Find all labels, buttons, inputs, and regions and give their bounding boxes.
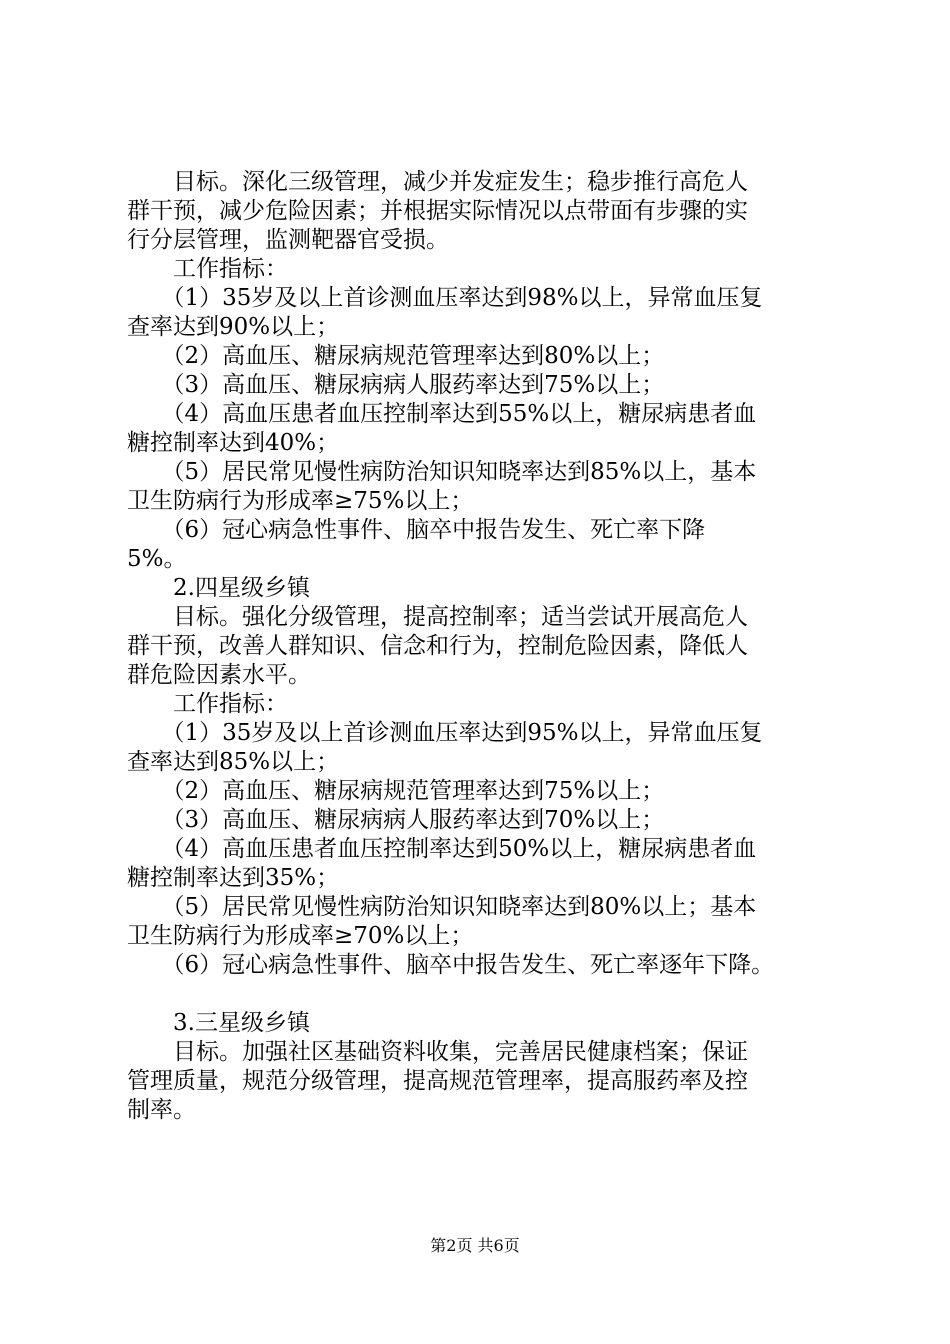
text-line: 目标。加强社区基础资料收集，完善居民健康档案；保证 [127,1039,748,1065]
text-line: （1）35岁及以上首诊测血压率达到95%以上，异常血压复 [127,720,763,746]
text-line: （1）35岁及以上首诊测血压率达到98%以上，异常血压复 [127,285,763,311]
text-line: （5）居民常见慢性病防治知识知晓率达到85%以上，基本 [127,459,757,485]
text-line: 查率达到90%以上； [127,314,340,340]
text-line: 查率达到85%以上； [127,749,340,775]
text-line: 糖控制率达到35%； [127,865,340,891]
page-number-footer: 第2页 共6页 [430,1236,520,1255]
text-line: 群危险因素水平。 [127,662,311,688]
text-line: （6）冠心病急性事件、脑卒中报告发生、死亡率逐年下降。 [127,952,775,978]
text-line: 制率。 [127,1097,196,1123]
text-line: （2）高血压、糖尿病规范管理率达到75%以上； [127,778,665,804]
text-line: 目标。深化三级管理，减少并发症发生；稳步推行高危人 [127,169,748,195]
text-line: （3）高血压、糖尿病病人服药率达到75%以上； [127,372,665,398]
text-line: （4）高血压患者血压控制率达到50%以上，糖尿病患者血 [127,836,757,862]
text-line: 卫生防病行为形成率≥75%以上； [127,488,474,514]
blank-line [127,980,832,1009]
section-heading: 3.三星级乡镇 [127,1010,310,1036]
text-line: （6）冠心病急性事件、脑卒中报告发生、死亡率下降 [127,517,706,543]
document-body [127,168,832,1125]
text-line: （5）居民常见慢性病防治知识知晓率达到80%以上；基本 [127,894,757,920]
text-line: 群干预，减少危险因素；并根据实际情况以点带面有步骤的实 [127,198,748,224]
text-line: 卫生防病行为形成率≥70%以上； [127,923,474,949]
section-heading: 2.四星级乡镇 [127,575,310,601]
text-line: （2）高血压、糖尿病规范管理率达到80%以上； [127,343,665,369]
text-line: （4）高血压患者血压控制率达到55%以上，糖尿病患者血 [127,401,757,427]
section-heading: 工作指标： [127,691,288,717]
text-line: （3）高血压、糖尿病病人服药率达到70%以上； [127,807,665,833]
text-line: 5%。 [127,546,187,572]
text-line: 管理质量，规范分级管理，提高规范管理率，提高服药率及控 [127,1068,748,1094]
text-line: 行分层管理，监测靶器官受损。 [127,227,449,253]
text-line: 群干预，改善人群知识、信念和行为，控制危险因素，降低人 [127,633,748,659]
text-line: 糖控制率达到40%； [127,430,340,456]
section-heading: 工作指标： [127,256,288,282]
text-line: 目标。强化分级管理，提高控制率；适当尝试开展高危人 [127,604,748,630]
